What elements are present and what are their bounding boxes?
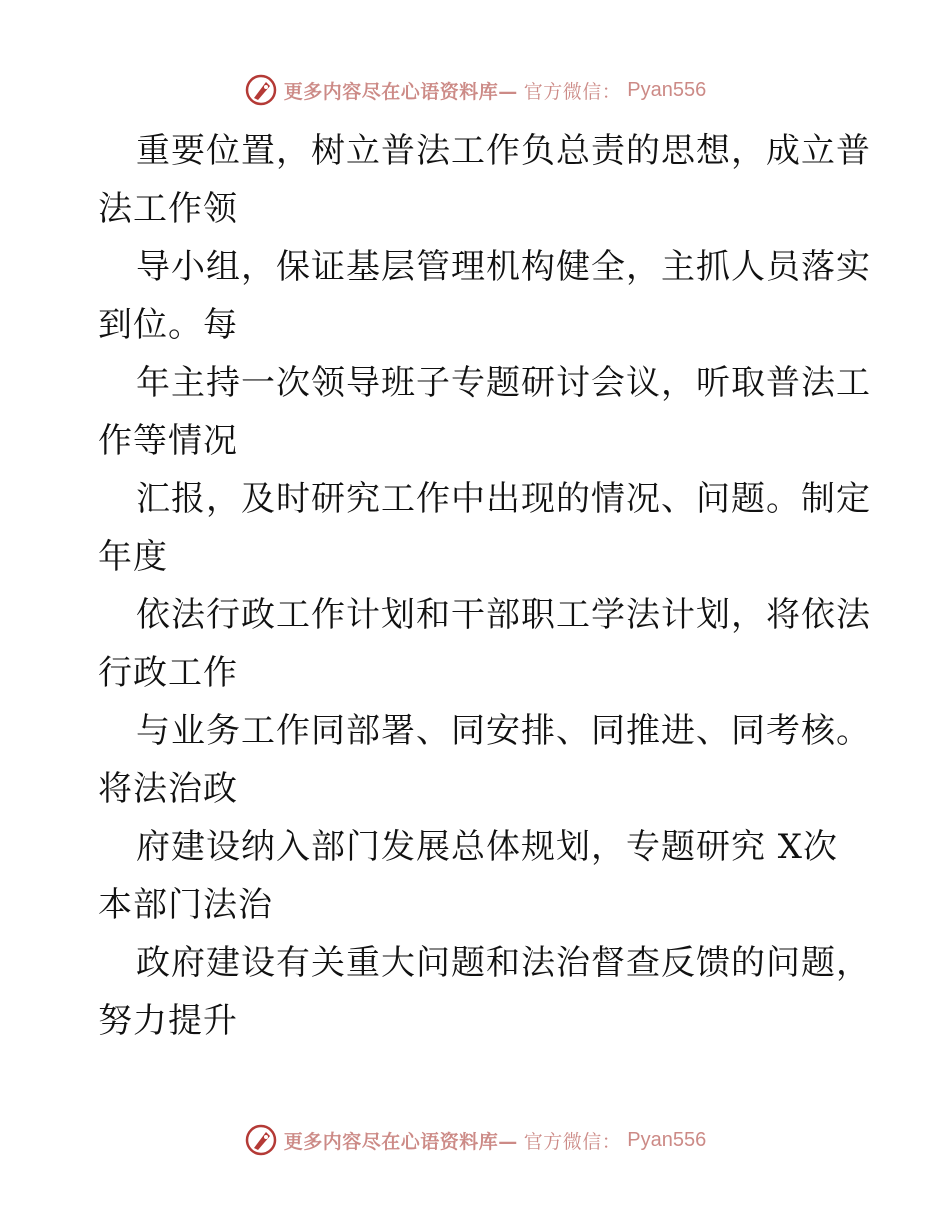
pen-nib-logo-icon [244,73,278,107]
text-line: 依法行政工作计划和干部职工学法计划，将依法 [136,595,871,635]
header-watermark [0,70,950,110]
watermark-text: 更多内容尽在心语资料库— [283,80,518,103]
text-line: 年度 [98,537,168,577]
watermark-wechat-label: 官方微信： [523,1130,622,1153]
text-line: 作等情况 [98,421,238,461]
watermark-wechat-label: 官方微信： [523,80,622,103]
text-line: 重要位置，树立普法工作负总责的思想，成立普 [136,131,871,171]
watermark-wechat-id: Pyan556 [627,78,707,101]
text-line: 汇报，及时研究工作中出现的情况、问题。制定 [136,479,871,519]
text-line: 到位。每 [98,305,238,345]
text-line: 将法治政 [98,769,238,809]
text-line: 与业务工作同部署、同安排、同推进、同考核。 [136,711,871,751]
pen-nib-logo-icon [244,1123,278,1157]
text-line: 导小组，保证基层管理机构健全，主抓人员落实 [136,247,871,287]
text-line: 本部门法治 [98,885,273,925]
text-line: 行政工作 [98,653,238,693]
text-line: 政府建设有关重大问题和法治督查反馈的问题， [136,943,871,983]
text-line: 努力提升 [98,1001,238,1041]
text-line: 年主持一次领导班子专题研讨会议，听取普法工 [136,363,871,403]
text-line: 府建设纳入部门发展总体规划，专题研究 X次 [136,827,839,867]
watermark-wechat-id: Pyan556 [627,1128,707,1151]
footer-watermark [0,1120,950,1160]
watermark-text: 更多内容尽在心语资料库— [283,1130,518,1153]
text-line: 法工作领 [98,189,238,229]
document-body [98,122,871,1050]
